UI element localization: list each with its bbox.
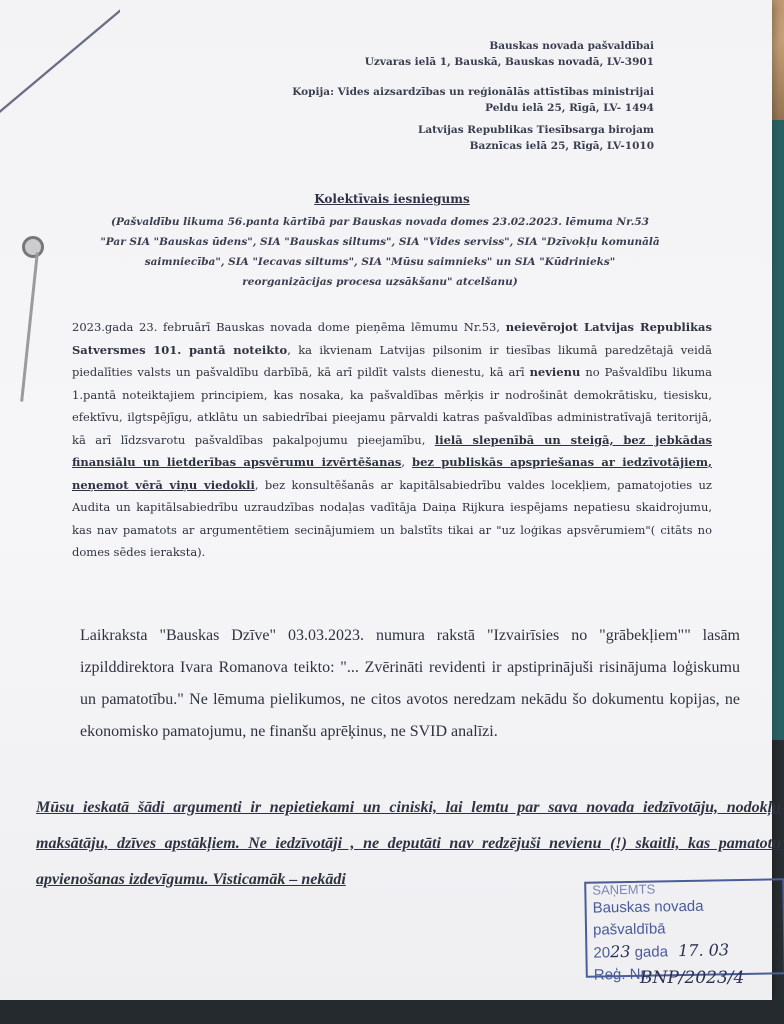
stamp-year-suffix: gada	[630, 943, 669, 961]
p1-text: , bez konsultēšanās ar kapitālsabiedrību valdes locekļiem, pamatojoties uz Audita un kapitālsabiedrību uzraudzības nodaļas vadītāja Daiņa Rijkura iespējams nepatiesu skaidrojumu, kas nav pamatots ar argumentētiem secinājumiem un balstīts tikai ar "uz loģikas apsvērumiem"( citāts no domes sēdes ieraksta).	[72, 477, 712, 559]
document-title: Kolektīvais iesniegums	[314, 192, 470, 206]
document-subtitle: (Pašvaldību likuma 56.panta kārtībā par Bauskas novada domes 23.02.2023. lēmuma Nr.53 "Par SIA "Bauskas ūdens", SIA "Bauskas siltums", SIA "Vides serviss", SIA "Dzīvokļu komunālā saimniecība", SIA "Iecavas siltums", SIA "Mūsu saimnieks" un SIA "Kūdrinieks" reorganizācijas procesa uzsākšanu" atcelšanu)	[100, 216, 660, 288]
p1-bold: neievērojot Latvijas Republikas Satversmes 101. pantā noteikto	[72, 320, 712, 357]
table-edge	[0, 1000, 784, 1024]
addressee-block-3	[418, 122, 654, 154]
p3-text: Mūsu ieskatā šādi argumenti ir nepietiekami un ciniski, lai lemtu par sava novada iedzīvotāju, nodokļu maksātāju, dzīves apstākļiem. Ne iedzīvotāji , ne deputāti nav redzējuši nevienu (!) skaitli, kas pamatotu apvienošanas izdevīgumu. Visticamāk – nekādi	[36, 799, 781, 888]
p1-text: no Pašvaldību likuma 1.pantā noteiktajiem principiem, kas nosaka, ka pašvaldības mērķis ir nodrošināt demokrātisku, tiesisku, efektīvu, ilgtspējīgu, atklātu un sabiedrībai pieejamu pārvaldi katras pašvaldības administratīvajā teritorijā, kā arī līdzsvarotu pašvaldības pakalpojumu pieejamību,	[72, 365, 713, 447]
stamp-line-1: Bauskas novada pašvaldībā	[592, 897, 704, 939]
addressee-name: Kopija: Vides aizsardzības un reģionālās attīstības ministrijai	[292, 86, 654, 98]
addressee-block-2	[292, 84, 654, 116]
addressee-block-1	[365, 38, 654, 70]
p1-text: ,	[401, 455, 413, 469]
stamp-year-prefix: 20	[593, 944, 611, 962]
p1-bold-underline: lielā slepenībā un steigā, bez jebkādas finansiālu un lietderības apsvērumu izvērtēšanas	[72, 432, 712, 469]
p1-bold: nevienu	[529, 365, 581, 379]
stamp-header: SAŅEMTS	[592, 881, 656, 898]
p1-text: , ka ikvienam Latvijas pilsonim ir tiesības likumā paredzētajā veidā piedalīties valsts un pašvaldību darbībā, kā arī pildīt valsts dienestu, kā arī	[72, 342, 712, 379]
stamp-year-hand: 23	[609, 941, 631, 962]
stamp-line-2	[593, 938, 777, 964]
p1-text: 2023.gada 23. februārī Bauskas novada dome pieņēma lēmumu Nr.53,	[72, 320, 506, 334]
paragraph-1	[72, 316, 712, 564]
stamp-line-3: Reģ. Nr.	[593, 965, 649, 984]
addressee-address: Baznīcas ielā 25, Rīgā, LV-1010	[469, 140, 654, 152]
registration-number-hand: BNP/2023/4	[640, 968, 745, 988]
paragraph-2: Laikraksta "Bauskas Dzīve" 03.03.2023. numura rakstā "Izvairīsies no "grābekļiem"" lasām izpilddirektora Ivara Romanova teikto: "... Zvērināti revidenti ir apstiprinājuši risinājuma loģiskumu un pamatotību." Ne lēmuma pielikumos, ne citos avotos neredzam nekādu šo dokumentu kopijas, ne ekonomisko pamatojumu, ne finanšu aprēķinus, ne SVID analīzi.	[80, 627, 740, 740]
addressee-name: Latvijas Republikas Tiesībsarga birojam	[418, 124, 654, 136]
stamp-date-hand: 17. 03	[677, 940, 730, 961]
addressee-address: Uzvaras ielā 1, Bauskā, Bauskas novadā, LV-3901	[364, 56, 654, 68]
addressee-name: Bauskas novada pašvaldībai	[489, 40, 654, 52]
addressee-address: Peldu ielā 25, Rīgā, LV- 1494	[485, 102, 654, 114]
p1-bold-underline: bez publiskās apspriešanas ar iedzīvotājiem, neņemot vērā viņu viedokli	[72, 455, 713, 492]
